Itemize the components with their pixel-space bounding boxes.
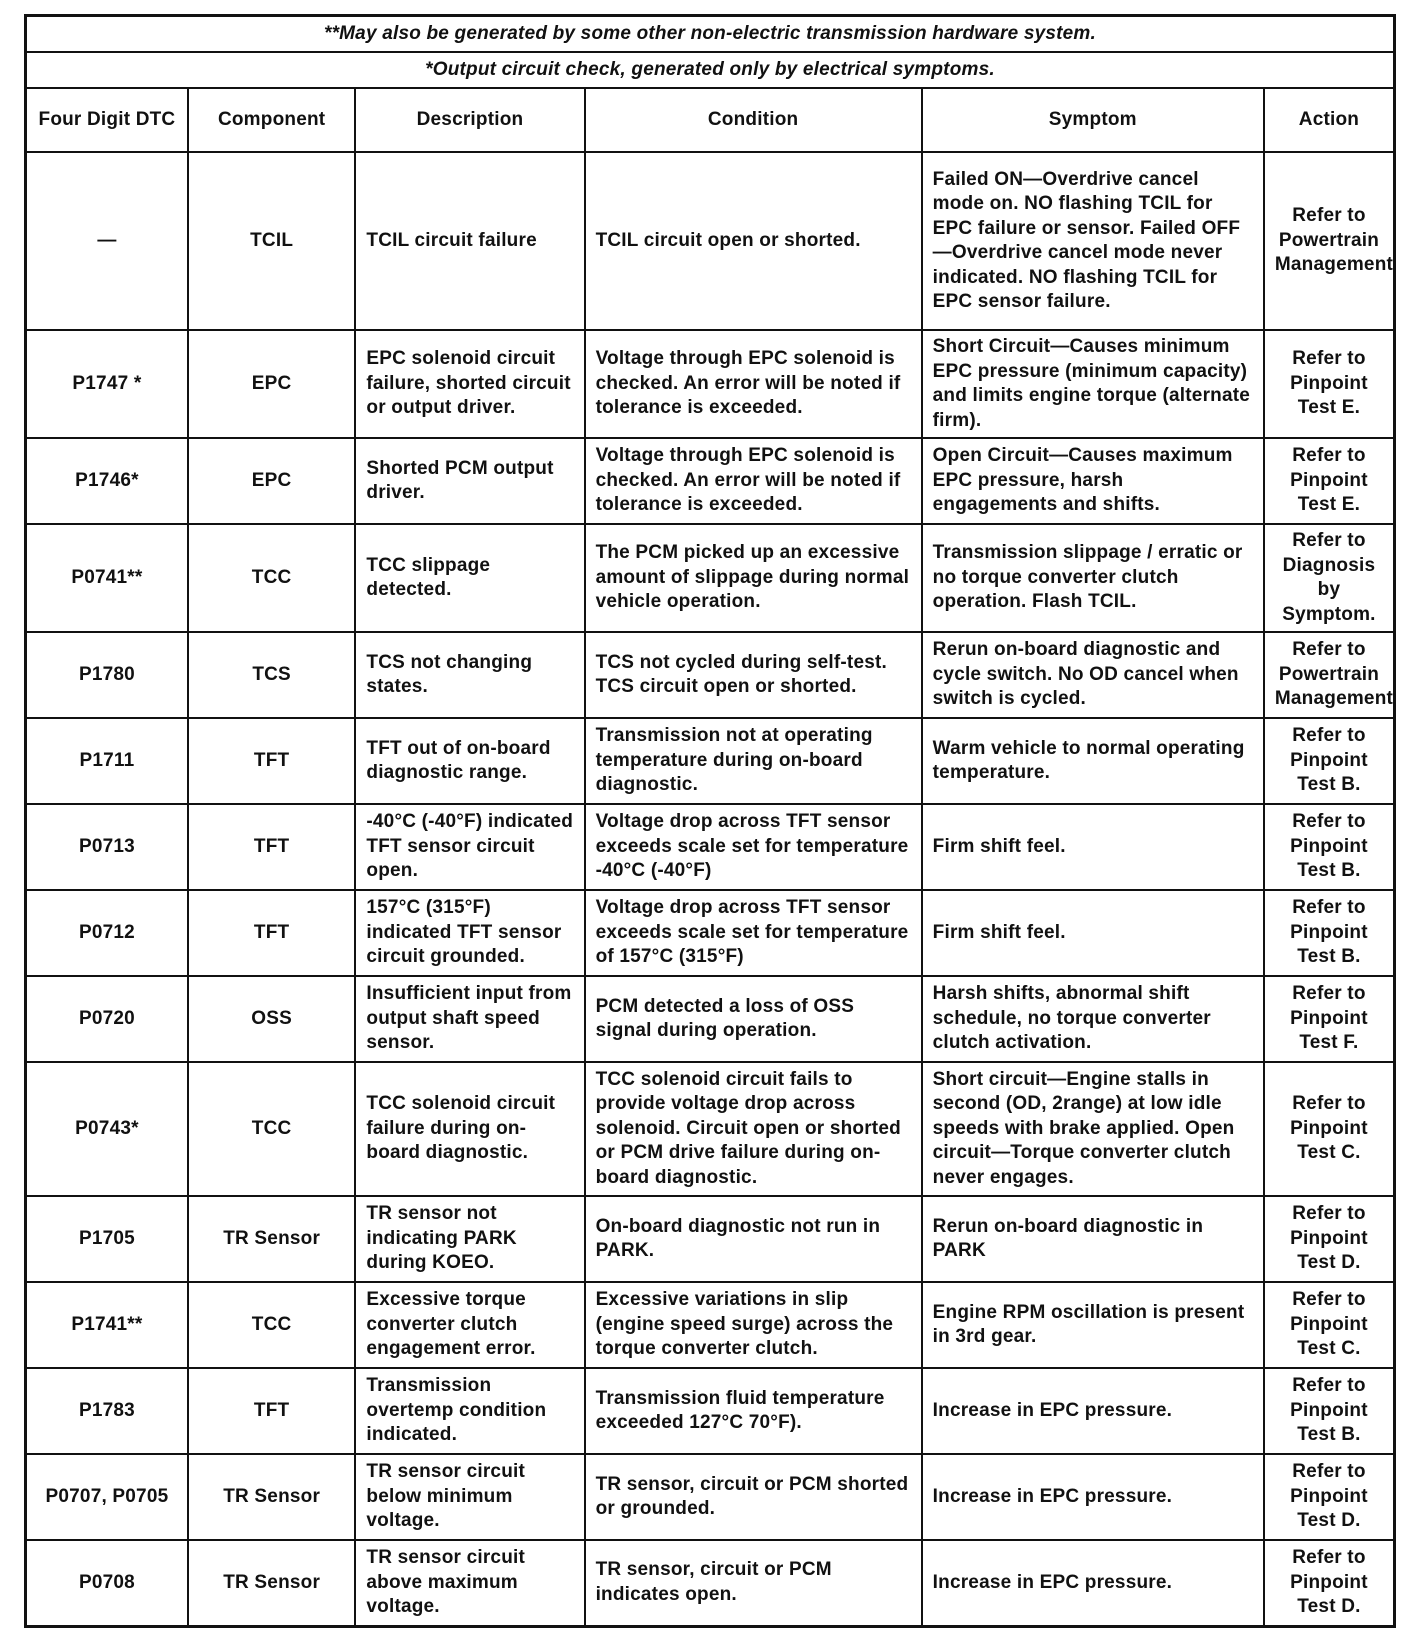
action-cell: Refer to Powertrain Management bbox=[1264, 632, 1395, 718]
table-row bbox=[26, 1368, 1395, 1454]
condition-cell: TCIL circuit open or shorted. bbox=[585, 152, 922, 330]
dtc-cell: P0707, P0705 bbox=[26, 1454, 188, 1540]
description-cell: TR sensor not indicating PARK during KOEO. bbox=[355, 1196, 584, 1282]
condition-cell: TR sensor, circuit or PCM indicates open. bbox=[585, 1540, 922, 1626]
symptom-cell: Short Circuit—Causes minimum EPC pressure (minimum capacity) and limits engine torque (alternate firm). bbox=[922, 330, 1264, 438]
symptom-cell: Harsh shifts, abnormal shift schedule, no torque converter clutch activation. bbox=[922, 976, 1264, 1062]
condition-cell: Transmission fluid temperature exceeded 127°C 70°F). bbox=[585, 1368, 922, 1454]
description-cell: TCC slippage detected. bbox=[355, 524, 584, 632]
header-dtc: Four Digit DTC bbox=[26, 88, 188, 152]
condition-cell: On-board diagnostic not run in PARK. bbox=[585, 1196, 922, 1282]
symptom-cell: Warm vehicle to normal operating temperature. bbox=[922, 718, 1264, 804]
dtc-table bbox=[24, 14, 1396, 1628]
component-cell: OSS bbox=[188, 976, 356, 1062]
component-cell: TFT bbox=[188, 804, 356, 890]
table-row bbox=[26, 718, 1395, 804]
condition-cell: TCC solenoid circuit fails to provide voltage drop across solenoid. Circuit open or shorted or PCM drive failure during on-board diagnostic. bbox=[585, 1062, 922, 1196]
table-row bbox=[26, 976, 1395, 1062]
table-row bbox=[26, 438, 1395, 524]
symptom-cell: Failed ON—Overdrive cancel mode on. NO flashing TCIL for EPC failure or sensor. Failed OFF—Overdrive cancel mode never indicated. NO flashing TCIL for EPC sensor failure. bbox=[922, 152, 1264, 330]
description-cell: TCS not changing states. bbox=[355, 632, 584, 718]
action-cell: Refer to Diagnosis by Symptom. bbox=[1264, 524, 1395, 632]
dtc-cell: P0720 bbox=[26, 976, 188, 1062]
header-description: Description bbox=[355, 88, 584, 152]
component-cell: EPC bbox=[188, 438, 356, 524]
table-row bbox=[26, 1454, 1395, 1540]
symptom-cell: Rerun on-board diagnostic in PARK bbox=[922, 1196, 1264, 1282]
dtc-cell: — bbox=[26, 152, 188, 330]
description-cell: Insufficient input from output shaft speed sensor. bbox=[355, 976, 584, 1062]
action-cell: Refer to Pinpoint Test D. bbox=[1264, 1454, 1395, 1540]
component-cell: TR Sensor bbox=[188, 1196, 356, 1282]
description-cell: -40°C (-40°F) indicated TFT sensor circuit open. bbox=[355, 804, 584, 890]
dtc-cell: P1741** bbox=[26, 1282, 188, 1368]
table-row bbox=[26, 330, 1395, 438]
dtc-cell: P0713 bbox=[26, 804, 188, 890]
description-cell: Transmission overtemp condition indicated. bbox=[355, 1368, 584, 1454]
table-row bbox=[26, 1196, 1395, 1282]
description-cell: TR sensor circuit above maximum voltage. bbox=[355, 1540, 584, 1626]
component-cell: TCC bbox=[188, 524, 356, 632]
description-cell: TFT out of on-board diagnostic range. bbox=[355, 718, 584, 804]
symptom-cell: Engine RPM oscillation is present in 3rd gear. bbox=[922, 1282, 1264, 1368]
description-cell: EPC solenoid circuit failure, shorted circuit or output driver. bbox=[355, 330, 584, 438]
component-cell: TCC bbox=[188, 1062, 356, 1196]
table-row bbox=[26, 152, 1395, 330]
dtc-cell: P1783 bbox=[26, 1368, 188, 1454]
symptom-cell: Short circuit—Engine stalls in second (OD, 2range) at low idle speeds with brake applied. Open circuit—Torque converter clutch never engages. bbox=[922, 1062, 1264, 1196]
component-cell: TCC bbox=[188, 1282, 356, 1368]
action-cell: Refer to Pinpoint Test B. bbox=[1264, 718, 1395, 804]
action-cell: Refer to Pinpoint Test B. bbox=[1264, 804, 1395, 890]
action-cell: Refer to Pinpoint Test D. bbox=[1264, 1540, 1395, 1626]
condition-cell: Voltage drop across TFT sensor exceeds scale set for temperature -40°C (-40°F) bbox=[585, 804, 922, 890]
condition-cell: Excessive variations in slip (engine speed surge) across the torque converter clutch. bbox=[585, 1282, 922, 1368]
dtc-cell: P0743* bbox=[26, 1062, 188, 1196]
component-cell: TFT bbox=[188, 1368, 356, 1454]
table-row bbox=[26, 804, 1395, 890]
header-row bbox=[26, 88, 1395, 152]
component-cell: TR Sensor bbox=[188, 1454, 356, 1540]
dtc-cell: P0712 bbox=[26, 890, 188, 976]
symptom-cell: Open Circuit—Causes maximum EPC pressure, harsh engagements and shifts. bbox=[922, 438, 1264, 524]
dtc-table-page bbox=[24, 14, 1396, 1628]
symptom-cell: Firm shift feel. bbox=[922, 804, 1264, 890]
dtc-cell: P0708 bbox=[26, 1540, 188, 1626]
condition-cell: TR sensor, circuit or PCM shorted or grounded. bbox=[585, 1454, 922, 1540]
symptom-cell: Increase in EPC pressure. bbox=[922, 1454, 1264, 1540]
condition-cell: Transmission not at operating temperature during on-board diagnostic. bbox=[585, 718, 922, 804]
action-cell: Refer to Pinpoint Test E. bbox=[1264, 330, 1395, 438]
action-cell: Refer to Powertrain Management bbox=[1264, 152, 1395, 330]
header-condition: Condition bbox=[585, 88, 922, 152]
condition-cell: Voltage drop across TFT sensor exceeds scale set for temperature of 157°C (315°F) bbox=[585, 890, 922, 976]
condition-cell: The PCM picked up an excessive amount of slippage during normal vehicle operation. bbox=[585, 524, 922, 632]
description-cell: Excessive torque converter clutch engagement error. bbox=[355, 1282, 584, 1368]
action-cell: Refer to Pinpoint Test C. bbox=[1264, 1062, 1395, 1196]
note-row-1 bbox=[26, 16, 1395, 53]
condition-cell: Voltage through EPC solenoid is checked. An error will be noted if tolerance is exceeded. bbox=[585, 438, 922, 524]
condition-cell: TCS not cycled during self-test. TCS circuit open or shorted. bbox=[585, 632, 922, 718]
header-component: Component bbox=[188, 88, 356, 152]
dtc-cell: P1746* bbox=[26, 438, 188, 524]
table-row bbox=[26, 1540, 1395, 1626]
action-cell: Refer to Pinpoint Test B. bbox=[1264, 1368, 1395, 1454]
action-cell: Refer to Pinpoint Test E. bbox=[1264, 438, 1395, 524]
symptom-cell: Increase in EPC pressure. bbox=[922, 1368, 1264, 1454]
table-row bbox=[26, 1062, 1395, 1196]
note-row-2 bbox=[26, 52, 1395, 88]
symptom-cell: Transmission slippage / erratic or no torque converter clutch operation. Flash TCIL. bbox=[922, 524, 1264, 632]
condition-cell: PCM detected a loss of OSS signal during operation. bbox=[585, 976, 922, 1062]
note-hardware-system: **May also be generated by some other non-electric transmission hardware system. bbox=[26, 16, 1395, 53]
dtc-cell: P1747 * bbox=[26, 330, 188, 438]
symptom-cell: Increase in EPC pressure. bbox=[922, 1540, 1264, 1626]
dtc-cell: P1780 bbox=[26, 632, 188, 718]
description-cell: TCC solenoid circuit failure during on-board diagnostic. bbox=[355, 1062, 584, 1196]
condition-cell: Voltage through EPC solenoid is checked. An error will be noted if tolerance is exceeded. bbox=[585, 330, 922, 438]
component-cell: EPC bbox=[188, 330, 356, 438]
table-row bbox=[26, 890, 1395, 976]
description-cell: Shorted PCM output driver. bbox=[355, 438, 584, 524]
table-row bbox=[26, 632, 1395, 718]
symptom-cell: Rerun on-board diagnostic and cycle switch. No OD cancel when switch is cycled. bbox=[922, 632, 1264, 718]
table-row bbox=[26, 1282, 1395, 1368]
component-cell: TFT bbox=[188, 718, 356, 804]
dtc-cell: P1705 bbox=[26, 1196, 188, 1282]
dtc-cell: P0741** bbox=[26, 524, 188, 632]
action-cell: Refer to Pinpoint Test C. bbox=[1264, 1282, 1395, 1368]
header-action: Action bbox=[1264, 88, 1395, 152]
component-cell: TCIL bbox=[188, 152, 356, 330]
component-cell: TFT bbox=[188, 890, 356, 976]
description-cell: TCIL circuit failure bbox=[355, 152, 584, 330]
action-cell: Refer to Pinpoint Test F. bbox=[1264, 976, 1395, 1062]
action-cell: Refer to Pinpoint Test D. bbox=[1264, 1196, 1395, 1282]
description-cell: TR sensor circuit below minimum voltage. bbox=[355, 1454, 584, 1540]
table-row bbox=[26, 524, 1395, 632]
header-symptom: Symptom bbox=[922, 88, 1264, 152]
dtc-cell: P1711 bbox=[26, 718, 188, 804]
symptom-cell: Firm shift feel. bbox=[922, 890, 1264, 976]
component-cell: TCS bbox=[188, 632, 356, 718]
action-cell: Refer to Pinpoint Test B. bbox=[1264, 890, 1395, 976]
description-cell: 157°C (315°F) indicated TFT sensor circuit grounded. bbox=[355, 890, 584, 976]
note-output-circuit: *Output circuit check, generated only by electrical symptoms. bbox=[26, 52, 1395, 88]
component-cell: TR Sensor bbox=[188, 1540, 356, 1626]
